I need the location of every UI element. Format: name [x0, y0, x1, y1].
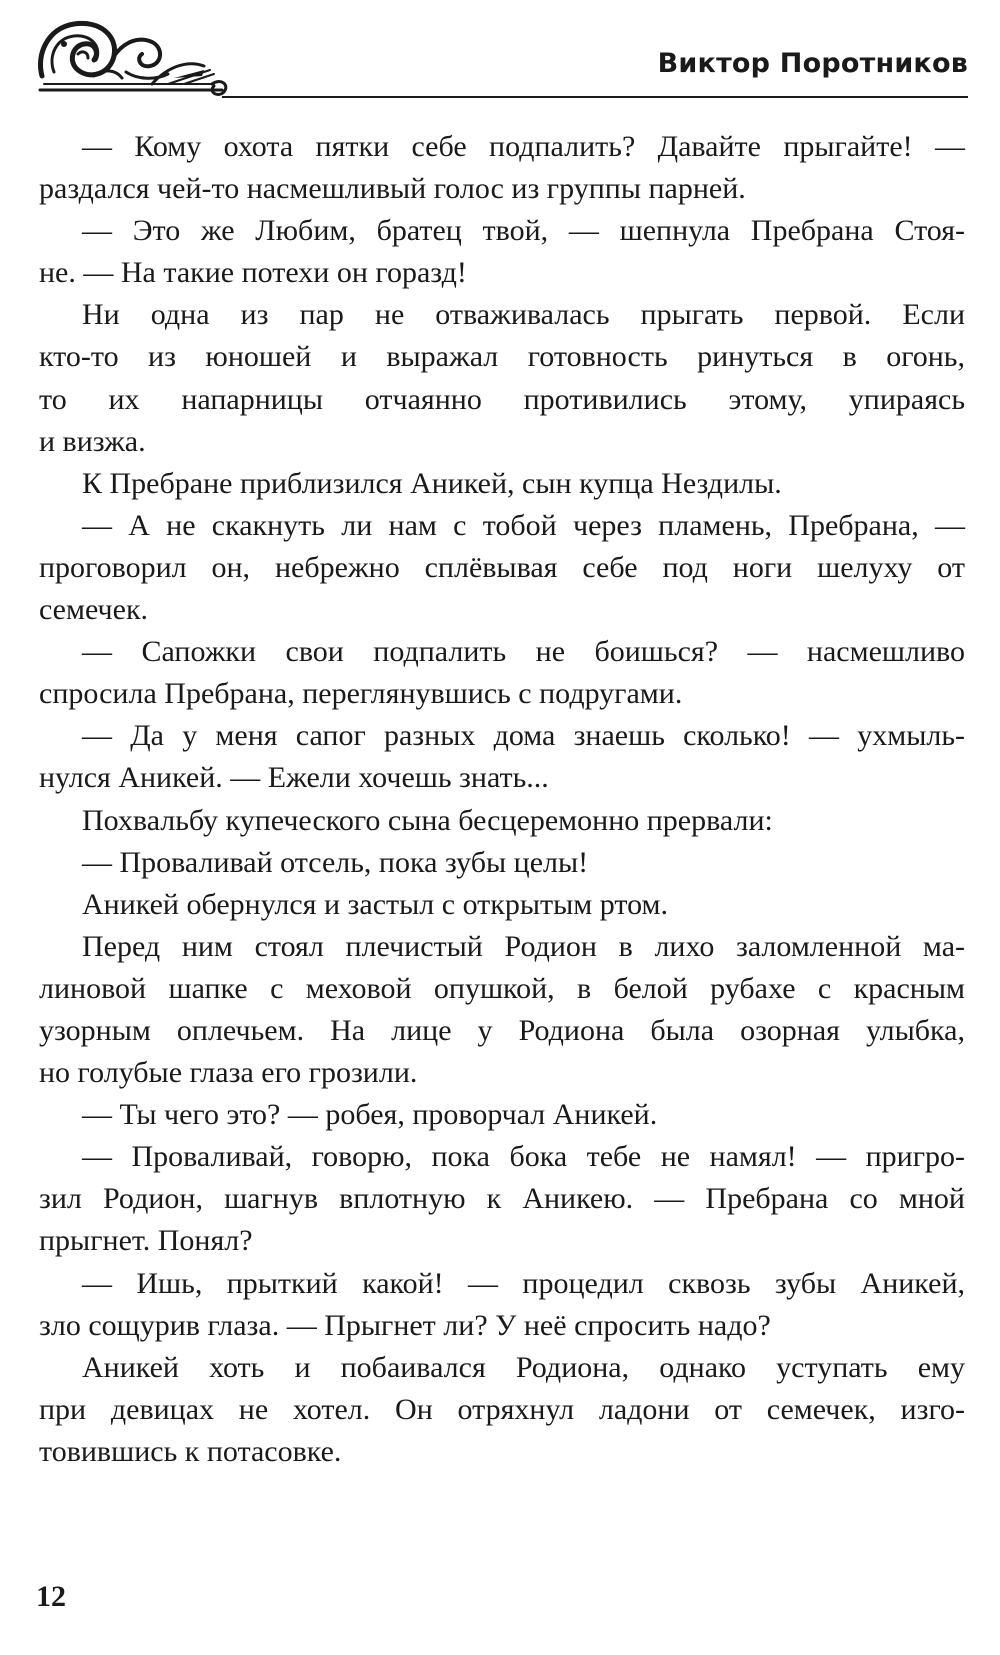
text-line: линовой шапке с меховой опушкой, в белой рубахе с красным	[39, 971, 965, 1005]
text-line: но голубые глаза его грозили.	[39, 1056, 418, 1090]
text-line: Ни одна из пар не отваживалась прыгать первой. Если	[82, 298, 965, 332]
header-rule	[222, 96, 968, 98]
text-line: кто-то из юношей и выражал готовность ринуться в огонь,	[39, 340, 965, 374]
page-header	[0, 0, 1000, 112]
text-line: проговорил он, небрежно сплёвывая себе под ноги шелуху от	[39, 550, 965, 584]
text-line: — Кому охота пятки себе подпалить? Давайте прыгайте! —	[82, 130, 965, 163]
running-header-author: Виктор Поротников	[657, 48, 968, 79]
text-line: К Пребране приблизился Аникей, сын купца Нездилы.	[82, 466, 782, 500]
body-text	[39, 126, 965, 1473]
text-line: нулся Аникей. — Ежели хочешь знать...	[39, 761, 549, 795]
text-line: — Проваливай отсель, пока зубы целы!	[82, 845, 589, 879]
text-line: — Сапожки свои подпалить не боишься? — насмешливо	[82, 635, 965, 669]
text-line: Перед ним стоял плечистый Родион в лихо заломленной ма-	[82, 929, 965, 963]
text-line: — Да у меня сапог разных дома знаешь сколько! — ухмыль-	[82, 719, 965, 753]
text-line: зил Родион, шагнув вплотную к Аникею. — Пребрана со мной	[39, 1182, 965, 1216]
ornament-icon	[34, 14, 234, 96]
text-line: раздался чей-то насмешливый голос из группы парней.	[39, 172, 746, 206]
text-line: — Это же Любим, братец твой, — шепнула Пребрана Стоя-	[82, 214, 965, 248]
text-line: Аникей обернулся и застыл с открытым ртом.	[82, 887, 668, 921]
text-line: при девицах не хотел. Он отряхнул ладони от семечек, изго-	[39, 1392, 965, 1426]
text-line: — А не скакнуть ли нам с тобой через пламень, Пребрана, —	[82, 508, 965, 542]
text-line: — Проваливай, говорю, пока бока тебе не намял! — пригро-	[82, 1140, 965, 1174]
text-line: товившись к потасовке.	[39, 1434, 342, 1468]
text-line: и визжа.	[39, 424, 146, 458]
page-number: 12	[36, 1580, 66, 1613]
text-line: то их напарницы отчаянно противились этому, упираясь	[39, 382, 965, 416]
text-line: узорным оплечьем. На лице у Родиона была озорная улыбка,	[39, 1013, 965, 1047]
text-line: не. — На такие потехи он горазд!	[39, 256, 467, 290]
text-line: Похвальбу купеческого сына бесцеремонно прервали:	[82, 803, 773, 837]
text-line: зло сощурив глаза. — Прыгнет ли? У неё спросить надо?	[39, 1308, 771, 1342]
text-line: семечек.	[39, 593, 149, 627]
text-line: спросила Пребрана, переглянувшись с подругами.	[39, 677, 683, 711]
text-line: — Ты чего это? — робея, проворчал Аникей.	[82, 1098, 658, 1132]
text-line: Аникей хоть и побаивался Родиона, однако уступать ему	[82, 1350, 965, 1384]
text-line: — Ишь, прыткий какой! — процедил сквозь зубы Аникей,	[82, 1266, 965, 1300]
text-line: прыгнет. Понял?	[39, 1224, 253, 1258]
